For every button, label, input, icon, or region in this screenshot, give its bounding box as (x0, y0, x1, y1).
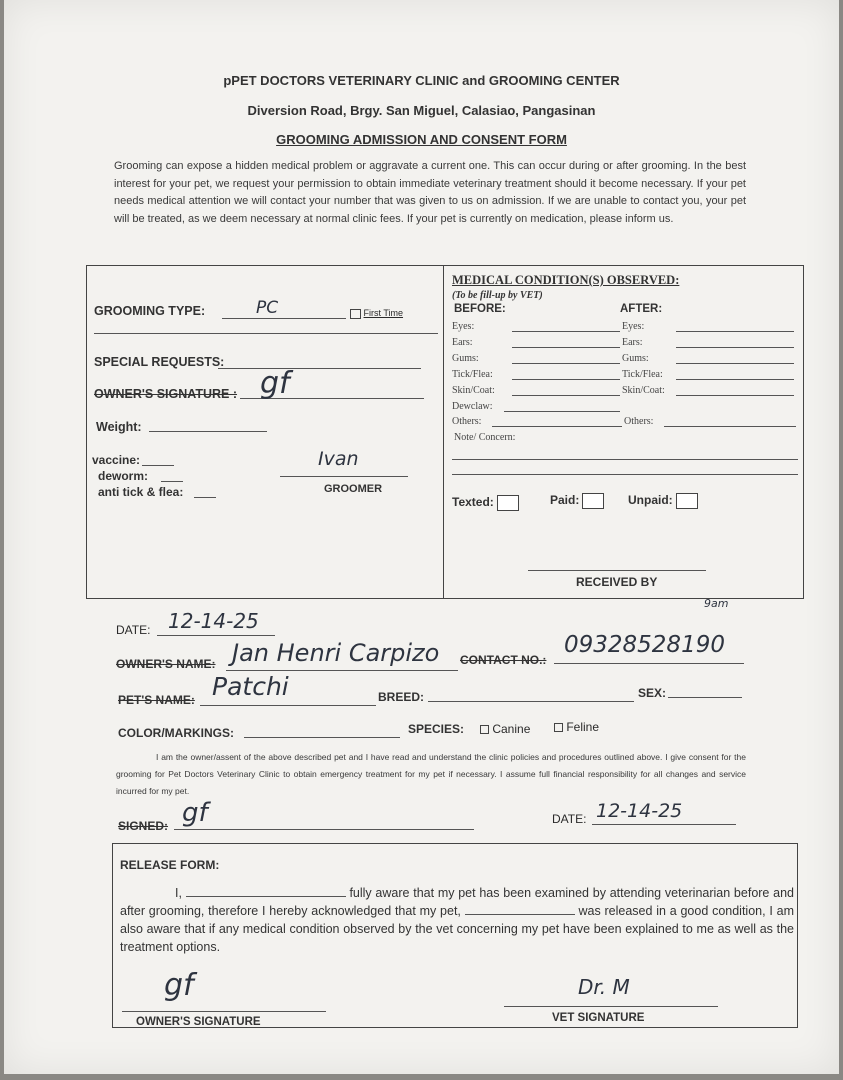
canine-label: Canine (492, 722, 531, 736)
medical-after-line (676, 395, 794, 396)
vaccine-label: vaccine: (92, 453, 141, 467)
date-label: DATE: (116, 623, 151, 637)
medical-after-label: Tick/Flea: (622, 369, 663, 380)
weight-line (149, 431, 267, 432)
consent-paragraph: I am the owner/assent of the above described pet and I have read and understand the clinic policies and procedures outlined above. I give consent for the grooming for Pet Doctors Veterinary Clinic to obtain emergency treatment for my pet if necessary. I assume full financial responsibility for all changes and service incurred for my pet. (116, 752, 746, 796)
note-label: Note/ Concern: (454, 432, 516, 443)
pet-name-label: PET'S NAME: (118, 693, 195, 707)
texted-checkbox[interactable] (497, 495, 519, 511)
release-text-c: was released in a good condition, I am also aware that if any medical condition observed by the vet concerning my pet have been explained to me as well as the treatment options. (120, 904, 794, 954)
intro-paragraph: Grooming can expose a hidden medical problem or aggravate a current one. This can occur during or after grooming. In the best interest for your pet, we request your permission to obtain immediate veterinary treatment should it become necessary. If your pet needs medical attention we will contact your number that was given to us on admission. If we are unable to contact you, your pet will be treated, as we deem necessary at normal clinic fees. If your pet is currently on medication, please inform us. (114, 160, 746, 225)
medical-after-label: Eyes: (622, 321, 645, 332)
release-text-b: fully aware that my pet has been examined by attending veterinarian before and after grooming, therefore I hereby acknowledged that my pet, (120, 886, 794, 918)
medical-title: MEDICAL CONDITION(S) OBSERVED: (452, 273, 680, 287)
release-owner-signature-line (122, 1011, 326, 1012)
grooming-extra-line (94, 333, 438, 334)
special-requests-label: SPECIAL REQUESTS: (94, 355, 225, 369)
medical-after-line (676, 347, 794, 348)
medical-before-line (512, 347, 620, 348)
color-markings-label: COLOR/MARKINGS: (118, 726, 234, 740)
clinic-name: pPET DOCTORS VETERINARY CLINIC and GROOMING CENTER (223, 73, 620, 88)
sex-line (668, 697, 742, 698)
release-text (120, 884, 794, 956)
owner-name-label: OWNER'S NAME: (116, 657, 216, 671)
others-after-label: Others: (624, 416, 654, 427)
vaccine-line (142, 465, 174, 466)
texted-label: Texted: (452, 495, 494, 510)
sex-label: SEX: (638, 686, 667, 700)
received-by-label: RECEIVED BY (576, 575, 658, 589)
paid-label: Paid: (550, 493, 580, 508)
others-before-line (492, 426, 622, 427)
feline-label: Feline (566, 720, 600, 734)
owner-signature-value: gf (260, 366, 290, 401)
medical-subtitle: (To be fill-up by VET) (452, 290, 543, 301)
deworm-label: deworm: (98, 469, 149, 483)
medical-after-line (676, 331, 794, 332)
medical-after-label: Gums: (622, 353, 649, 364)
dewclaw-line (504, 411, 620, 412)
dewclaw-label: Dewclaw: (452, 401, 493, 412)
color-markings-line (244, 737, 400, 738)
medical-after-line (676, 379, 794, 380)
feline-option[interactable] (554, 720, 599, 734)
special-requests-line (218, 368, 421, 369)
signed-label: SIGNED: (118, 819, 169, 833)
note-line-1 (452, 459, 798, 460)
unpaid-label: Unpaid: (628, 493, 673, 508)
form-title: GROOMING ADMISSION AND CONSENT FORM (276, 132, 567, 147)
first-time-checkbox[interactable] (350, 309, 361, 319)
groomer-label: GROOMER (324, 483, 383, 495)
pet-name-value: Patchi (212, 672, 289, 701)
grooming-type-line (222, 318, 346, 319)
date-line (157, 635, 275, 636)
medical-before-line (512, 331, 620, 332)
canine-checkbox[interactable] (480, 725, 489, 734)
species-label: SPECIES: (408, 722, 465, 736)
medical-before-label: Ears: (452, 337, 473, 348)
first-time-option[interactable] (350, 308, 403, 319)
pet-name-line (200, 705, 376, 706)
release-owner-signature-label: OWNER'S SIGNATURE (136, 1016, 261, 1028)
medical-before-label: Skin/Coat: (452, 385, 495, 396)
medical-after-label: Skin/Coat: (622, 385, 665, 396)
medical-after-label: Ears: (622, 337, 643, 348)
grooming-type-label: GROOMING TYPE: (94, 304, 206, 318)
others-after-line (664, 426, 796, 427)
medical-before-label: Gums: (452, 353, 479, 364)
vet-signature-line (504, 1006, 718, 1007)
paid-checkbox[interactable] (582, 493, 604, 509)
canine-option[interactable] (480, 722, 530, 736)
owner-name-value: Jan Henri Carpizo (232, 639, 440, 667)
received-by-line (528, 570, 706, 571)
signed-line (174, 829, 474, 830)
texted-option[interactable] (452, 495, 519, 511)
groomer-line (280, 476, 408, 477)
signed-date-line (592, 824, 736, 825)
groomer-value: Ivan (318, 448, 359, 470)
owner-name-line (226, 670, 458, 671)
before-label: BEFORE: (454, 303, 506, 315)
date-value: 12-14-25 (168, 609, 259, 633)
form-page (4, 0, 839, 1074)
contact-label: CONTACT NO.: (460, 653, 547, 667)
first-time-label: First Time (363, 308, 404, 318)
breed-line (428, 701, 634, 702)
clinic-address: Diversion Road, Brgy. San Miguel, Calasiao, Pangasinan (247, 103, 596, 118)
medical-after-line (676, 363, 794, 364)
release-text-a: I, (175, 886, 182, 900)
medical-before-line (512, 363, 620, 364)
grooming-type-value: PC (256, 298, 279, 318)
contact-line (554, 663, 744, 664)
time-note: 9am (704, 597, 729, 610)
contact-value: 09328528190 (564, 632, 725, 658)
signed-value: gf (182, 798, 208, 828)
vet-signature-label: VET SIGNATURE (552, 1012, 645, 1024)
after-label: AFTER: (620, 303, 663, 315)
deworm-line (161, 481, 183, 482)
feline-checkbox[interactable] (554, 723, 563, 732)
medical-before-label: Tick/Flea: (452, 369, 493, 380)
breed-label: BREED: (378, 690, 425, 704)
owner-signature-label: OWNER'S SIGNATURE : (94, 387, 238, 401)
unpaid-option[interactable] (628, 493, 698, 509)
medical-before-line (512, 379, 620, 380)
anti-tick-line (194, 497, 216, 498)
vet-signature-value: Dr. M (578, 975, 630, 999)
box-divider (443, 265, 444, 599)
medical-before-label: Eyes: (452, 321, 475, 332)
others-before-label: Others: (452, 416, 482, 427)
signed-date-value: 12-14-25 (596, 800, 683, 822)
weight-label: Weight: (96, 420, 142, 434)
medical-before-line (512, 395, 620, 396)
anti-tick-label: anti tick & flea: (98, 485, 184, 499)
release-owner-signature-value: gf (164, 968, 194, 1003)
release-title: RELEASE FORM: (120, 858, 220, 872)
unpaid-checkbox[interactable] (676, 493, 698, 509)
paid-option[interactable] (550, 493, 604, 509)
note-line-2 (452, 474, 798, 475)
signed-date-label: DATE: (552, 812, 587, 826)
